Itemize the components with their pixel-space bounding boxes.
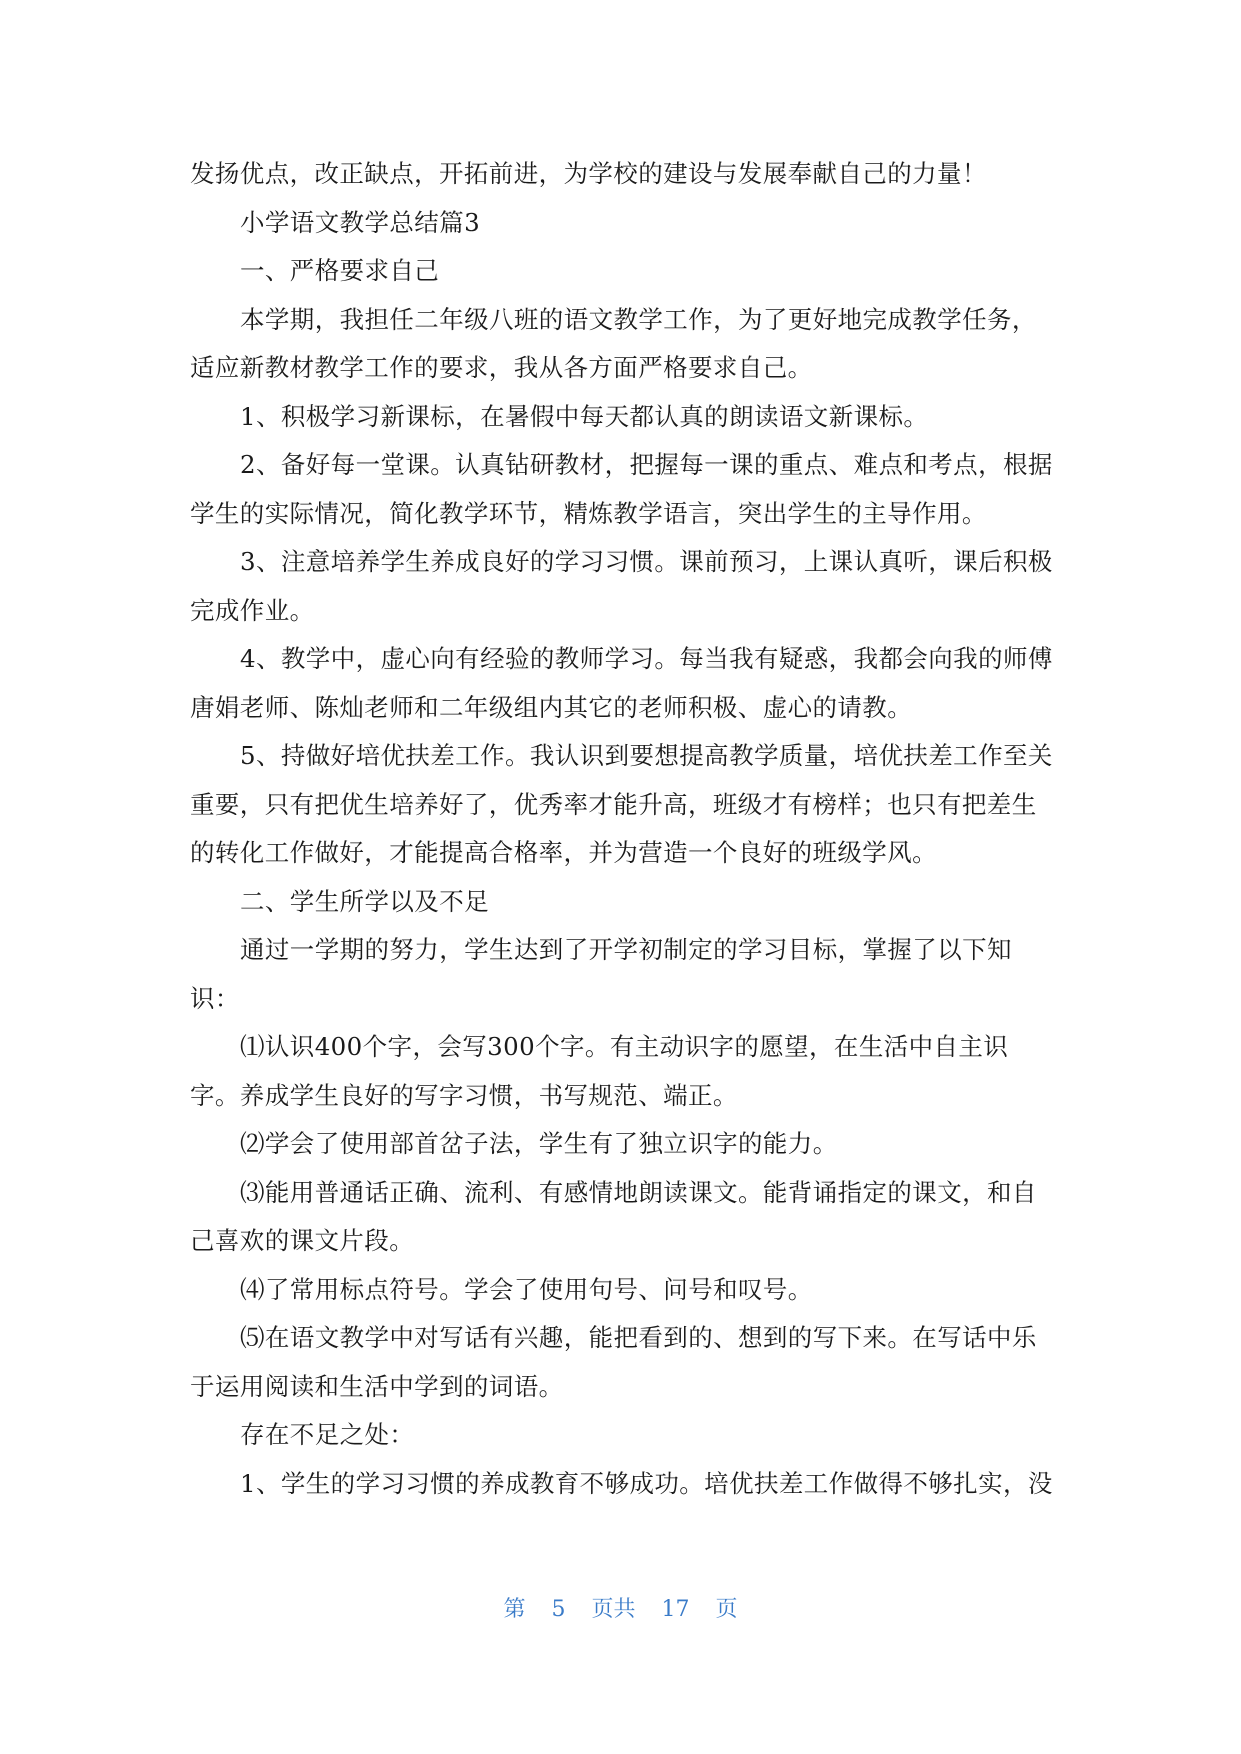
heading-1: 一、严格要求自己: [240, 256, 440, 285]
page-footer: [0, 1592, 1241, 1623]
numbered-item-4: ⑷了常用标点符号。学会了使用句号、问号和叹号。: [240, 1274, 813, 1304]
numbered-item-1: ⑴认识400个字，会写300个字。有主动识字的愿望，在生活中自主识字。养成学生良好的写字习惯，书写规范、端正。: [190, 1032, 1009, 1110]
footer-prefix: 第: [503, 1597, 526, 1622]
paragraph-0: 发扬优点，改正缺点，开拓前进，为学校的建设与发展奉献自己的力量！: [190, 159, 987, 188]
footer-middle: 页共: [591, 1597, 636, 1622]
list-item-4: 4、教学中，虚心向有经验的教师学习。每当我有疑惑，我都会向我的师傅唐娟老师、陈灿老师和二年级组内其它的老师积极、虚心的请教。: [190, 644, 1053, 722]
page-total: 17: [661, 1597, 690, 1622]
shortcomings-heading: 存在不足之处：: [240, 1420, 415, 1449]
document-body: [190, 150, 1055, 1508]
list-item-1: 1、积极学习新课标，在暑假中每天都认真的朗读语文新课标。: [240, 401, 929, 431]
list-item-3: 3、注意培养学生养成良好的学习习惯。课前预习，上课认真听，课后积极完成作业。: [190, 547, 1053, 625]
list-item-5: 5、持做好培优扶差工作。我认识到要想提高教学质量，培优扶差工作至关重要，只有把优生培养好了，优秀率才能升高，班级才有榜样；也只有把差生的转化工作做好，才能提高合格率，并为营造一个良好的班级学风。: [190, 741, 1053, 867]
paragraph-3: 本学期，我担任二年级八班的语文教学工作，为了更好地完成教学任务，适应新教材教学工作的要求，我从各方面严格要求自己。: [190, 304, 1037, 382]
page-number: 5: [551, 1597, 566, 1622]
footer-suffix: 页: [715, 1597, 738, 1622]
shortcoming-item-1: 1、学生的学习习惯的养成教育不够成功。培优扶差工作做得不够扎实，没: [240, 1468, 1053, 1498]
numbered-item-5: ⑸在语文教学中对写话有兴趣，能把看到的、想到的写下来。在写话中乐于运用阅读和生活中学到的词语。: [190, 1323, 1037, 1401]
numbered-item-2: ⑵学会了使用部首岔子法，学生有了独立识字的能力。: [240, 1129, 838, 1158]
heading-2: 二、学生所学以及不足: [240, 886, 489, 916]
section-title: 小学语文教学总结篇3: [240, 207, 481, 237]
list-item-2: 2、备好每一堂课。认真钻研教材，把握每一课的重点、难点和考点，根据学生的实际情况，简化教学环节，精炼教学语言，突出学生的主导作用。: [190, 450, 1053, 528]
paragraph-10: 通过一学期的努力，学生达到了开学初制定的学习目标，掌握了以下知识：: [190, 935, 1012, 1013]
numbered-item-3: ⑶能用普通话正确、流利、有感情地朗读课文。能背诵指定的课文，和自己喜欢的课文片段。: [190, 1177, 1037, 1255]
